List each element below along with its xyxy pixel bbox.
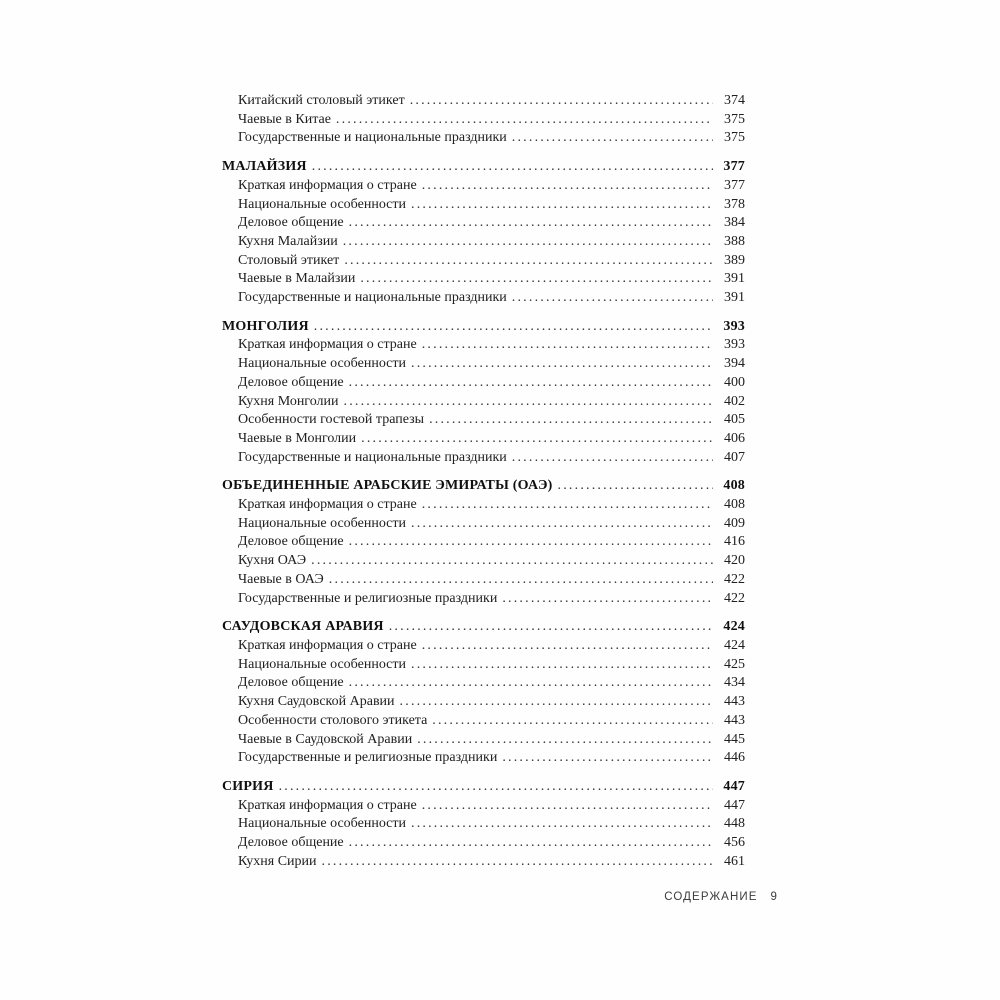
- toc-entry-page: 405: [724, 412, 745, 428]
- dot-leader: [411, 196, 713, 215]
- toc-entry-title: Китайский столовый этикет: [238, 93, 405, 108]
- toc-entry: [222, 411, 745, 430]
- toc-entry-page: 425: [724, 656, 745, 672]
- toc-entry-title: Государственные и религиозные праздники: [238, 590, 498, 606]
- toc-entry: [222, 637, 745, 656]
- toc-entry-title: Национальные особенности: [238, 816, 406, 832]
- dot-leader: [349, 533, 713, 552]
- toc-section-entries: [222, 797, 745, 872]
- dot-leader: [311, 552, 713, 571]
- toc-entry: [222, 233, 745, 252]
- toc-entry-page: 447: [724, 797, 745, 813]
- toc-entry-page: 407: [724, 449, 745, 465]
- toc-entry: [222, 815, 745, 834]
- toc-entry-title: Кухня Сирии: [238, 853, 317, 869]
- toc-entry-title: Краткая информация о стране: [238, 797, 417, 813]
- toc-entry: [222, 853, 745, 872]
- toc-entry: [222, 177, 745, 196]
- toc-entry-title: Государственные и религиозные праздники: [238, 750, 498, 766]
- toc-entry-title: Государственные и национальные праздники: [238, 449, 507, 465]
- toc-entry-title: Краткая информация о стране: [238, 177, 417, 193]
- toc-entry-page: 443: [724, 712, 745, 728]
- toc-entry-title: Краткая информация о стране: [238, 637, 417, 653]
- dot-leader: [343, 233, 713, 252]
- toc-section: [222, 92, 745, 148]
- footer-page-number: 9: [770, 891, 778, 903]
- toc-entry: [222, 656, 745, 675]
- toc-entry: [222, 731, 745, 750]
- toc-section-entries: [222, 496, 745, 608]
- toc-entry-title: Чаевые в Монголии: [238, 430, 357, 446]
- toc-entry-title: Столовый этикет: [238, 252, 340, 268]
- toc-entry-page: 443: [724, 694, 745, 710]
- toc-section-heading: [222, 477, 745, 496]
- toc-entry: [222, 252, 745, 271]
- toc-entry-page: 445: [724, 731, 745, 747]
- toc-entry: [222, 393, 745, 412]
- toc-entry-page: 461: [724, 853, 745, 869]
- toc-entry-title: Кухня Саудовской Аравии: [238, 694, 395, 710]
- dot-leader: [411, 355, 713, 374]
- toc-entry-title: Национальные особенности: [238, 515, 406, 531]
- dot-leader: [410, 92, 713, 111]
- toc-entry: [222, 515, 745, 534]
- dot-leader: [422, 637, 713, 656]
- toc-entry-title: Кухня Малайзии: [238, 233, 338, 249]
- dot-leader: [558, 477, 713, 496]
- toc-entry: [222, 336, 745, 355]
- dot-leader: [502, 749, 713, 768]
- toc-entry-page: 446: [724, 750, 745, 766]
- toc-entry: [222, 92, 745, 111]
- toc-entry: [222, 289, 745, 308]
- toc-entry-title: Деловое общение: [238, 215, 344, 231]
- toc-entry-page: 393: [724, 337, 745, 353]
- toc-section-entries: [222, 336, 745, 467]
- toc-entry-title: Национальные особенности: [238, 656, 406, 672]
- toc-entry-page: 400: [724, 374, 745, 390]
- toc-entry-page: 416: [724, 534, 745, 550]
- toc-entry-page: 422: [724, 590, 745, 606]
- toc-entry: [222, 834, 745, 853]
- dot-leader: [329, 571, 713, 590]
- toc-entry-page: 422: [724, 571, 745, 587]
- toc-entry: [222, 374, 745, 393]
- dot-leader: [322, 853, 713, 872]
- toc-entry-page: 377: [724, 177, 745, 193]
- toc-section-entries: [222, 177, 745, 308]
- toc-entry: [222, 674, 745, 693]
- toc-entry-title: Краткая информация о стране: [238, 337, 417, 353]
- dot-leader: [512, 449, 713, 468]
- toc-section-page: 393: [723, 318, 745, 334]
- toc-entry: [222, 590, 745, 609]
- toc-section: [222, 618, 745, 768]
- toc-entry: [222, 214, 745, 233]
- toc-section-heading: [222, 158, 745, 177]
- toc-entry-page: 375: [724, 130, 745, 146]
- toc-entry-title: Чаевые в Малайзии: [238, 271, 356, 287]
- toc-section: [222, 778, 745, 872]
- toc-section-entries: [222, 637, 745, 768]
- toc-entry-title: Краткая информация о стране: [238, 497, 417, 513]
- toc-entry: [222, 552, 745, 571]
- dot-leader: [314, 318, 713, 337]
- toc-section-heading: [222, 318, 745, 337]
- toc-entry-page: 375: [724, 111, 745, 127]
- toc-entry: [222, 749, 745, 768]
- toc-entry-page: 420: [724, 553, 745, 569]
- toc-entry-title: Национальные особенности: [238, 356, 406, 372]
- toc-section-page: 408: [723, 478, 745, 494]
- toc-section: [222, 318, 745, 468]
- dot-leader: [422, 797, 713, 816]
- toc-entry-page: 456: [724, 835, 745, 851]
- toc-entry: [222, 111, 745, 130]
- toc-section-entries: [222, 92, 745, 148]
- dot-leader: [312, 158, 713, 177]
- toc-entry-title: Деловое общение: [238, 835, 344, 851]
- toc-entry-page: 384: [724, 215, 745, 231]
- toc-entry-page: 424: [724, 637, 745, 653]
- toc-entry-title: Особенности гостевой трапезы: [238, 412, 425, 428]
- toc-entry-page: 389: [724, 252, 745, 268]
- toc-entry-page: 448: [724, 816, 745, 832]
- dot-leader: [389, 618, 713, 637]
- dot-leader: [429, 411, 713, 430]
- footer-section-label: СОДЕРЖАНИЕ: [664, 891, 758, 903]
- dot-leader: [512, 129, 713, 148]
- dot-leader: [422, 336, 713, 355]
- toc-section-title: ОБЪЕДИНЕННЫЕ АРАБСКИЕ ЭМИРАТЫ (ОАЭ): [222, 478, 553, 494]
- toc-section-heading: [222, 618, 745, 637]
- dot-leader: [349, 674, 713, 693]
- toc-entry-title: Чаевые в ОАЭ: [238, 571, 324, 587]
- toc-entry-page: 394: [724, 356, 745, 372]
- toc-entry-title: Государственные и национальные праздники: [238, 290, 507, 306]
- toc-section-title: МОНГОЛИЯ: [222, 318, 309, 334]
- dot-leader: [279, 778, 713, 797]
- toc-entry-page: 391: [724, 290, 745, 306]
- toc-entry-page: 434: [724, 675, 745, 691]
- dot-leader: [344, 252, 713, 271]
- toc-entry: [222, 496, 745, 515]
- toc-entry-title: Кухня Монголии: [238, 393, 339, 409]
- toc-entry-page: 402: [724, 393, 745, 409]
- dot-leader: [400, 693, 713, 712]
- toc-entry-title: Национальные особенности: [238, 196, 406, 212]
- dot-leader: [349, 374, 713, 393]
- dot-leader: [502, 590, 713, 609]
- toc-entry-title: Деловое общение: [238, 374, 344, 390]
- toc-entry-page: 388: [724, 233, 745, 249]
- toc-entry: [222, 270, 745, 289]
- dot-leader: [349, 834, 713, 853]
- dot-leader: [422, 496, 713, 515]
- toc-entry-title: Чаевые в Саудовской Аравии: [238, 731, 413, 747]
- dot-leader: [411, 815, 713, 834]
- toc-entry: [222, 797, 745, 816]
- toc-entry: [222, 355, 745, 374]
- dot-leader: [360, 270, 713, 289]
- toc-entry-title: Деловое общение: [238, 534, 344, 550]
- toc-section: [222, 158, 745, 308]
- toc-section-title: САУДОВСКАЯ АРАВИЯ: [222, 619, 384, 635]
- toc-entry-page: 408: [724, 497, 745, 513]
- toc-section-heading: [222, 778, 745, 797]
- toc-entry-title: Деловое общение: [238, 675, 344, 691]
- dot-leader: [411, 515, 713, 534]
- toc-section: [222, 477, 745, 608]
- toc-entry-title: Особенности столового этикета: [238, 712, 428, 728]
- toc-entry-title: Государственные и национальные праздники: [238, 130, 507, 146]
- dot-leader: [417, 731, 713, 750]
- toc-list: [222, 92, 745, 871]
- dot-leader: [361, 430, 713, 449]
- toc-entry-title: Чаевые в Китае: [238, 111, 331, 127]
- dot-leader: [344, 393, 714, 412]
- toc-entry-page: 378: [724, 196, 745, 212]
- toc-entry: [222, 430, 745, 449]
- toc-entry: [222, 693, 745, 712]
- toc-section-page: 447: [723, 778, 745, 794]
- toc-entry: [222, 449, 745, 468]
- page-footer: [664, 891, 778, 903]
- toc-entry-page: 406: [724, 430, 745, 446]
- toc-entry-page: 374: [724, 93, 745, 108]
- toc-section-title: МАЛАЙЗИЯ: [222, 159, 307, 175]
- toc-section-page: 424: [723, 619, 745, 635]
- dot-leader: [432, 712, 713, 731]
- toc-entry: [222, 196, 745, 215]
- toc-entry: [222, 571, 745, 590]
- dot-leader: [411, 656, 713, 675]
- dot-leader: [336, 111, 713, 130]
- toc-entry-page: 391: [724, 271, 745, 287]
- toc-section-title: СИРИЯ: [222, 778, 274, 794]
- toc-entry-title: Кухня ОАЭ: [238, 553, 307, 569]
- toc-section-page: 377: [723, 159, 745, 175]
- toc-entry: [222, 129, 745, 148]
- toc-entry-page: 409: [724, 515, 745, 531]
- toc-entry: [222, 533, 745, 552]
- dot-leader: [349, 214, 713, 233]
- dot-leader: [422, 177, 713, 196]
- toc-entry: [222, 712, 745, 731]
- dot-leader: [512, 289, 713, 308]
